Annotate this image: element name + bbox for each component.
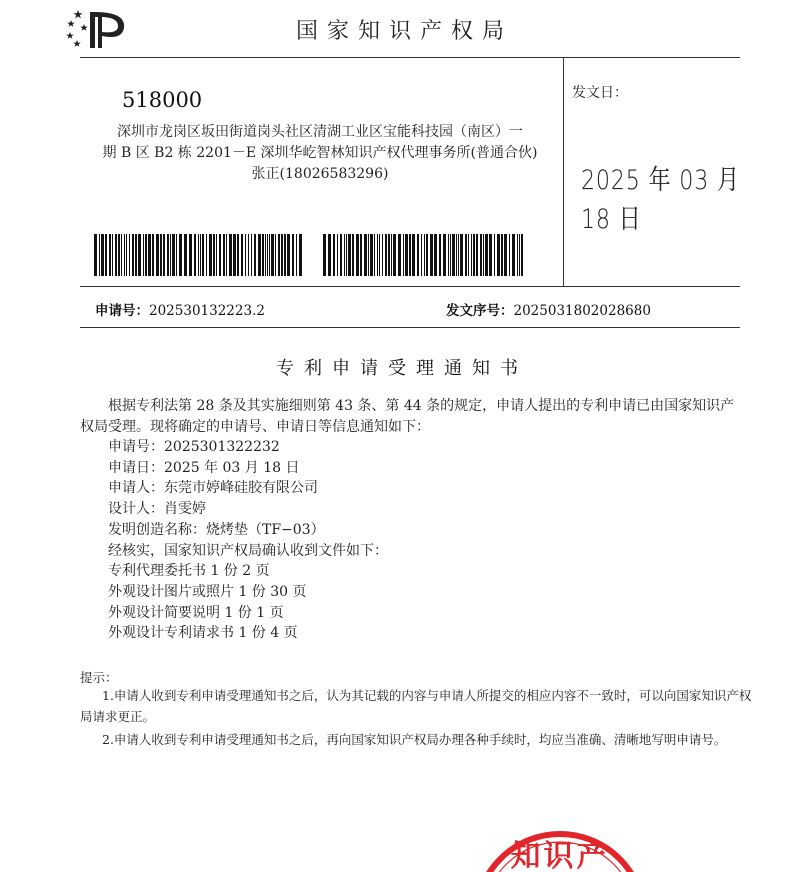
barcode-bar [163, 234, 165, 276]
barcode-bar [179, 234, 182, 276]
barcode-bar [121, 234, 122, 276]
detail-file-1: 专利代理委托书 1 份 2 页 [108, 563, 270, 580]
barcode-bar [412, 234, 415, 276]
barcode-bar [167, 234, 169, 276]
barcode-bar [377, 234, 378, 276]
barcode-bar [299, 234, 302, 276]
barcode-bar [456, 234, 457, 276]
barcode-bar [145, 234, 147, 276]
detail-file-2: 外观设计图片或照片 1 份 30 页 [108, 583, 307, 600]
barcode-bar [281, 234, 283, 276]
cnipa-logo-icon [64, 6, 130, 50]
address-line-3: 张正(18026583296) [251, 166, 389, 182]
barcode-bar [251, 234, 252, 276]
barcode-bar [258, 234, 261, 276]
barcode-bar [209, 234, 212, 276]
barcode-bar [504, 234, 507, 276]
barcode-bar [328, 234, 331, 276]
barcode-left [94, 234, 302, 276]
barcode-bar [476, 234, 478, 276]
application-number-label: 申请号： [95, 303, 149, 319]
barcode-bar [458, 234, 459, 276]
barcode-bar [184, 234, 187, 276]
application-number: 202530132223.2 [149, 303, 265, 319]
barcode-bar [409, 234, 411, 276]
address-line-2: 期 B 区 B2 栋 2201－E 深圳华屹智林知识产权代理事务所(普通合伙) [102, 145, 538, 161]
barcode-bar [262, 234, 264, 276]
tips-label: 提示： [80, 670, 118, 685]
barcode-bar [439, 234, 441, 276]
barcode-bar [519, 234, 520, 276]
barcode-bar [202, 234, 204, 276]
barcode-bar [333, 234, 335, 276]
barcode-bar [143, 234, 144, 276]
barcode-bar [160, 234, 162, 276]
barcode-bar [473, 234, 475, 276]
barcode-bar [468, 234, 469, 276]
barcode-bar [452, 234, 455, 276]
barcode-bar [296, 234, 297, 276]
barcode-bar [385, 234, 387, 276]
barcode-bar [200, 234, 201, 276]
application-number-row [95, 299, 265, 319]
barcode-bar [292, 234, 294, 276]
barcode-bar [226, 234, 227, 276]
barcode-bar [424, 234, 425, 276]
barcode-bar [248, 234, 249, 276]
detail-designer: 设计人：肖雯婷 [108, 501, 206, 518]
barcode-bar [99, 234, 100, 276]
barcode-bar [448, 234, 449, 276]
barcode-bar [206, 234, 207, 276]
barcode-bar [368, 234, 369, 276]
barcode-bar [284, 234, 286, 276]
barcode-bar [521, 234, 523, 276]
tip-2: 2.申请人收到专利申请受理通知书之后，再向国家知识产权局办理各种手续时，均应当准确、清晰地写明申请号。 [102, 732, 727, 747]
barcode-bar [267, 234, 268, 276]
send-date: 2025 年 03 月 18 日 [581, 165, 740, 235]
header-rule [80, 57, 740, 58]
barcode-bar [430, 234, 433, 276]
barcode-bar [126, 234, 127, 276]
barcode-bar [101, 234, 104, 276]
barcode-bar [348, 234, 351, 276]
barcode-bar [198, 234, 199, 276]
barcode-bar [417, 234, 419, 276]
barcode-bar [237, 234, 239, 276]
barcode-bar [398, 234, 401, 276]
barcode-bar [148, 234, 151, 276]
barcode-bar [118, 234, 120, 276]
notice-title: 专利申请受理通知书 [276, 358, 528, 379]
document-number-row [446, 299, 651, 319]
barcode-bar [374, 234, 375, 276]
barcode-bar [494, 234, 495, 276]
barcode-bar [156, 234, 159, 276]
detail-file-3: 外观设计简要说明 1 份 1 页 [108, 604, 284, 621]
barcode-bar [152, 234, 154, 276]
detail-invention-name: 发明创造名称：烧烤垫（TF−03） [108, 521, 325, 538]
barcode-bar [403, 234, 404, 276]
barcode-bar [352, 234, 354, 276]
barcode-bar [393, 234, 396, 276]
header-vertical-divider [563, 58, 564, 286]
barcode-bar [340, 234, 342, 276]
barcode-bar [388, 234, 390, 276]
barcode-bar [105, 234, 107, 276]
notice-intro: 根据专利法第 28 条及其实施细则第 43 条、第 44 条的规定，申请人提出的专利申请已由国家知识产权局受理。现将确定的申请号、申请日等信息通知如下： [80, 398, 735, 435]
barcode-bar [460, 234, 463, 276]
barcode-bar [512, 234, 515, 276]
barcode-bar [471, 234, 472, 276]
barcode-bar [189, 234, 192, 276]
barcode-right [323, 234, 525, 276]
barcode-bar [356, 234, 359, 276]
barcode-bar [194, 234, 196, 276]
detail-filing-date: 申请日：2025 年 03 月 18 日 [108, 459, 300, 476]
barcode-bar [379, 234, 380, 276]
reference-bottom-rule [80, 327, 740, 328]
barcode-bar [405, 234, 408, 276]
postcode: 518000 [122, 88, 203, 112]
barcode-bar [287, 234, 290, 276]
barcode-bar [391, 234, 392, 276]
document-number: 2025031802028680 [513, 303, 651, 319]
barcode-bar [370, 234, 373, 276]
barcode-bar [124, 234, 125, 276]
barcode-bar [219, 234, 221, 276]
barcode-bar [135, 234, 137, 276]
barcode-bar [138, 234, 141, 276]
detail-applicant: 申请人：东莞市婷峰硅胶有限公司 [108, 480, 318, 497]
seal-text: 知识产 [510, 839, 610, 872]
barcode-bar [170, 234, 171, 276]
barcode-bar [421, 234, 422, 276]
official-seal [470, 826, 650, 872]
barcode-bar [229, 234, 232, 276]
barcode-bar [382, 234, 383, 276]
barcode-bar [426, 234, 428, 276]
detail-application-number: 申请号：2025301322232 [108, 439, 280, 455]
barcode-bar [216, 234, 217, 276]
notice-details [108, 437, 388, 644]
barcode-bar [483, 234, 484, 276]
barcode-bar [94, 234, 97, 276]
barcode-bar [129, 234, 130, 276]
reference-top-rule [80, 286, 740, 287]
barcode-bar [344, 234, 345, 276]
barcode-bar [346, 234, 347, 276]
barcode-bar [112, 234, 113, 276]
barcode-bar [109, 234, 111, 276]
barcode-bar [271, 234, 274, 276]
barcode-bar [501, 234, 503, 276]
barcode-bar [364, 234, 367, 276]
barcode-bar [337, 234, 338, 276]
barcode-bar [233, 234, 236, 276]
barcode-bar [517, 234, 518, 276]
barcode-bar [269, 234, 270, 276]
barcode-bar [480, 234, 482, 276]
document-number-label: 发文序号： [446, 303, 514, 319]
barcode-bar [241, 234, 243, 276]
barcode-bar [115, 234, 117, 276]
barcode-bar [443, 234, 446, 276]
address-line-1: 深圳市龙岗区坂田街道岗头社区清湖工业区宝能科技园（南区）一 [117, 124, 523, 140]
barcode-bar [509, 234, 510, 276]
barcode-bar [223, 234, 225, 276]
barcode-bar [254, 234, 256, 276]
tip-1: 1.申请人收到专利申请受理通知书之后，认为其记载的内容与申请人所提交的相应内容不一致时，可以向国家知识产权局请求更正。 [80, 688, 752, 724]
barcode-bar [245, 234, 246, 276]
barcode-bar [434, 234, 437, 276]
barcode-bar [485, 234, 488, 276]
barcode-bar [323, 234, 326, 276]
barcode-bar [465, 234, 467, 276]
detail-file-4: 外观设计专利请求书 1 份 4 页 [108, 625, 298, 642]
barcode-bar [172, 234, 175, 276]
barcode-bar [265, 234, 266, 276]
barcode-bar [176, 234, 177, 276]
detail-confirmation: 经核实，国家知识产权局确认收到文件如下： [108, 542, 388, 559]
barcode-bar [132, 234, 134, 276]
barcode-bar [360, 234, 362, 276]
send-date-label: 发文日： [572, 85, 628, 101]
barcode-bar [489, 234, 492, 276]
barcode-bar [450, 234, 451, 276]
barcode-bar [213, 234, 215, 276]
barcode-bar [497, 234, 500, 276]
barcode-bar [275, 234, 276, 276]
organization-name: 国家知识产权局 [296, 19, 514, 44]
recipient-address [100, 122, 540, 185]
barcode-bar [278, 234, 280, 276]
